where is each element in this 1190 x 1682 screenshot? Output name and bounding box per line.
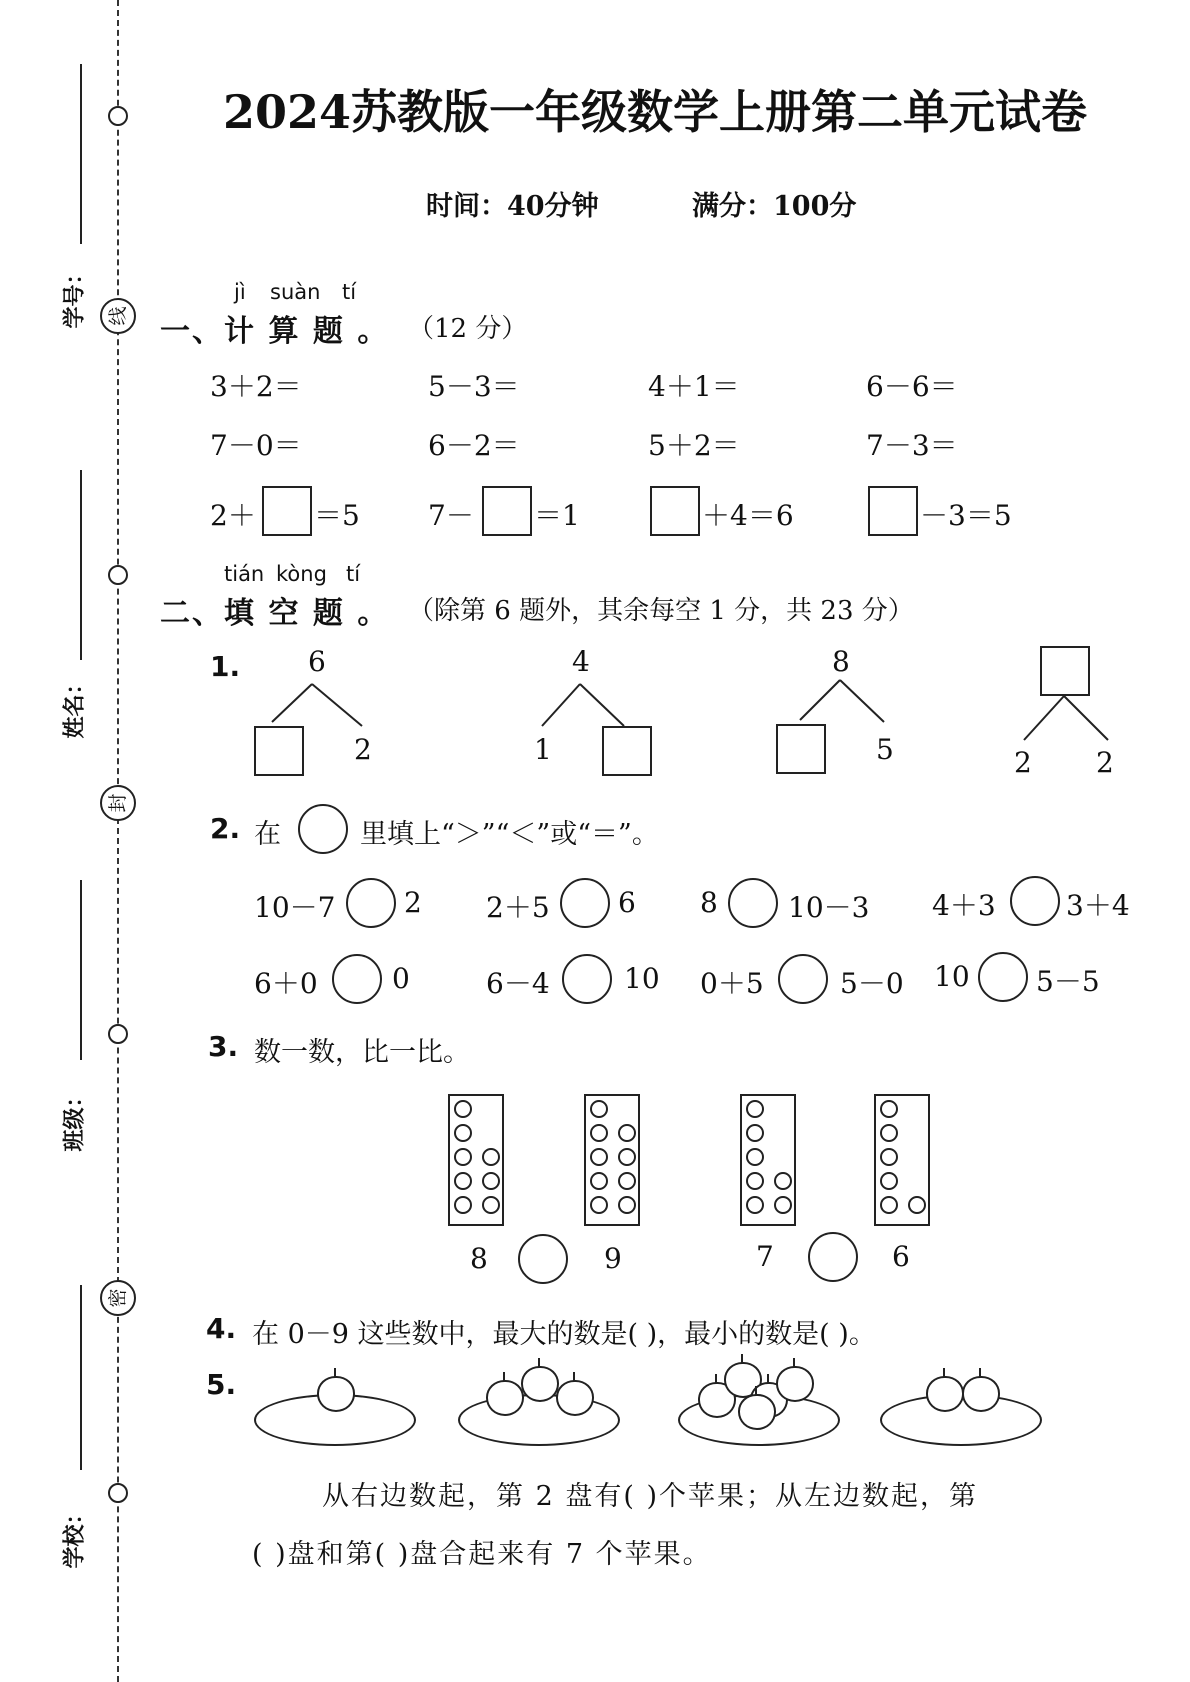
apple-icon (776, 1366, 814, 1402)
seal-mi: 密 (100, 1280, 136, 1316)
question-text: 数一数，比一比。 (254, 1037, 470, 1068)
calc-expression-part: 2＋ (210, 499, 256, 532)
compare-left: 10－7 (254, 891, 336, 924)
count-dot (590, 1148, 608, 1166)
count-dot (880, 1100, 898, 1118)
count-number: 6 (892, 1240, 910, 1273)
count-dot (454, 1196, 472, 1214)
count-dot (618, 1124, 636, 1142)
compare-left: 0＋5 (700, 967, 764, 1000)
section2-heading: 二、填 空 题 。 (160, 596, 390, 631)
apple-plate (254, 1394, 416, 1446)
number-tree-lines (0, 0, 1190, 800)
apple-plate (458, 1394, 620, 1446)
tree-right-number: 2 (1096, 746, 1114, 779)
apple-icon (521, 1366, 559, 1402)
count-dot (880, 1196, 898, 1214)
binding-hole (108, 1024, 128, 1044)
compare-right: 10 (624, 962, 660, 995)
answer-box[interactable] (602, 726, 652, 776)
compare-left: 8 (700, 886, 718, 919)
count-dot (454, 1148, 472, 1166)
question-text-line2: ( )盘和第( )盘合起来有 7 个苹果。 (252, 1539, 712, 1570)
compare-left: 2＋5 (486, 891, 550, 924)
tree-top-number: 6 (308, 645, 326, 678)
pinyin-ti: tí (346, 562, 361, 586)
count-dot (618, 1172, 636, 1190)
question-number: 3. (208, 1030, 239, 1063)
count-dot (482, 1148, 500, 1166)
count-dot (590, 1172, 608, 1190)
compare-circle[interactable] (562, 954, 612, 1004)
count-dot (454, 1124, 472, 1142)
count-number: 8 (470, 1242, 488, 1275)
calc-expression: 6－2＝ (428, 429, 520, 462)
question-text: 在 0－9 这些数中，最大的数是( )，最小的数是( )。 (252, 1319, 876, 1350)
answer-box[interactable] (1040, 646, 1090, 696)
apple-icon (738, 1394, 776, 1430)
apple-icon (556, 1380, 594, 1416)
school-label: 学校： (61, 1502, 88, 1569)
section1-heading: 一、计 算 题 。 (160, 314, 390, 349)
compare-circle[interactable] (518, 1234, 568, 1284)
compare-circle[interactable] (560, 878, 610, 928)
count-dot (746, 1124, 764, 1142)
calc-expression: 6－6＝ (866, 370, 958, 403)
count-dot (746, 1196, 764, 1214)
question-text-line1: 从右边数起，第 2 盘有( )个苹果；从左边数起，第 (322, 1481, 978, 1512)
compare-right: 10－3 (788, 891, 870, 924)
compare-right: 5－5 (1036, 965, 1100, 998)
calc-expression: 3＋2＝ (210, 370, 302, 403)
question-number: 4. (206, 1312, 237, 1345)
compare-circle[interactable] (978, 952, 1028, 1002)
apple-icon (317, 1376, 355, 1412)
count-dot (590, 1196, 608, 1214)
question-text: 在 (254, 819, 281, 850)
calc-expression: 7－3＝ (866, 429, 958, 462)
count-dot (618, 1196, 636, 1214)
count-dot (880, 1148, 898, 1166)
calc-expression-part: ＝1 (534, 499, 580, 532)
calc-expression: 5－3＝ (428, 370, 520, 403)
section1-points: （12 分） (408, 314, 528, 344)
apple-icon (926, 1376, 964, 1412)
circle-symbol (298, 804, 348, 854)
apple-icon (962, 1376, 1000, 1412)
dot-frame (740, 1094, 796, 1226)
count-dot (746, 1172, 764, 1190)
calc-expression-part: 7－ (428, 499, 474, 532)
count-dot (880, 1124, 898, 1142)
tree-top-number: 4 (572, 645, 590, 678)
pinyin-ji: jì (234, 280, 246, 304)
school-underline[interactable] (80, 1285, 82, 1470)
apple-plate (880, 1394, 1042, 1446)
page-title: 2024苏教版一年级数学上册第二单元试卷 (222, 85, 1088, 139)
count-dot (746, 1148, 764, 1166)
calc-expression: 4＋1＝ (648, 370, 740, 403)
section2-points: （除第 6 题外，其余每空 1 分，共 23 分） (408, 596, 914, 626)
compare-right: 6 (618, 886, 636, 919)
question-number: 1. (210, 650, 241, 683)
count-dot (880, 1172, 898, 1190)
name-label: 姓名： (61, 672, 88, 739)
answer-box[interactable] (776, 724, 826, 774)
count-dot (590, 1124, 608, 1142)
compare-left: 6＋0 (254, 967, 318, 1000)
student-id-label: 学号： (61, 262, 88, 329)
compare-right: 0 (392, 962, 410, 995)
dot-frame (584, 1094, 640, 1226)
question-number: 5. (206, 1368, 237, 1401)
time-label: 时间：40分钟 (426, 191, 599, 222)
compare-right: 2 (404, 886, 422, 919)
pinyin-tian: tián (224, 562, 265, 586)
pinyin-kong: kòng (276, 562, 327, 586)
compare-circle[interactable] (778, 954, 828, 1004)
seal-feng: 封 (100, 785, 136, 821)
count-number: 7 (756, 1240, 774, 1273)
compare-circle[interactable] (346, 878, 396, 928)
seal-xian: 线 (100, 298, 136, 334)
count-dot (590, 1100, 608, 1118)
pinyin-ti: tí (342, 280, 357, 304)
pinyin-suan: suàn (270, 280, 321, 304)
calc-expression: 7－0＝ (210, 429, 302, 462)
count-dot (774, 1196, 792, 1214)
compare-circle[interactable] (728, 878, 778, 928)
count-dot (454, 1172, 472, 1190)
tree-top-number: 8 (832, 645, 850, 678)
compare-left: 6－4 (486, 967, 550, 1000)
count-dot (482, 1172, 500, 1190)
dot-frame (448, 1094, 504, 1226)
compare-left: 10 (934, 960, 970, 993)
tree-right-number: 2 (354, 733, 372, 766)
question-number: 2. (210, 812, 241, 845)
calc-expression-part: ＋4＝6 (702, 499, 794, 532)
tree-left-number: 1 (534, 733, 552, 766)
class-label: 班级： (61, 1085, 88, 1152)
calc-expression-part: ＝5 (314, 499, 360, 532)
calc-expression-part: －3＝5 (920, 499, 1012, 532)
score-label: 满分：100分 (692, 191, 857, 222)
answer-box[interactable] (254, 726, 304, 776)
binding-hole (108, 1483, 128, 1503)
count-number: 9 (604, 1242, 622, 1275)
compare-right: 5－0 (840, 967, 904, 1000)
compare-circle[interactable] (332, 954, 382, 1004)
dot-frame (874, 1094, 930, 1226)
class-underline[interactable] (80, 880, 82, 1060)
apple-plate (678, 1394, 840, 1446)
apple-icon (486, 1380, 524, 1416)
count-dot (774, 1172, 792, 1190)
question-text: 里填上“＞”“＜”或“＝”。 (360, 819, 659, 850)
count-dot (482, 1196, 500, 1214)
compare-circle[interactable] (1010, 876, 1060, 926)
compare-left: 4＋3 (932, 889, 996, 922)
count-dot (454, 1100, 472, 1118)
compare-circle[interactable] (808, 1232, 858, 1282)
compare-right: 3＋4 (1066, 889, 1130, 922)
count-dot (908, 1196, 926, 1214)
tree-left-number: 2 (1014, 746, 1032, 779)
calc-expression: 5＋2＝ (648, 429, 740, 462)
count-dot (618, 1148, 636, 1166)
tree-right-number: 5 (876, 733, 894, 766)
count-dot (746, 1100, 764, 1118)
